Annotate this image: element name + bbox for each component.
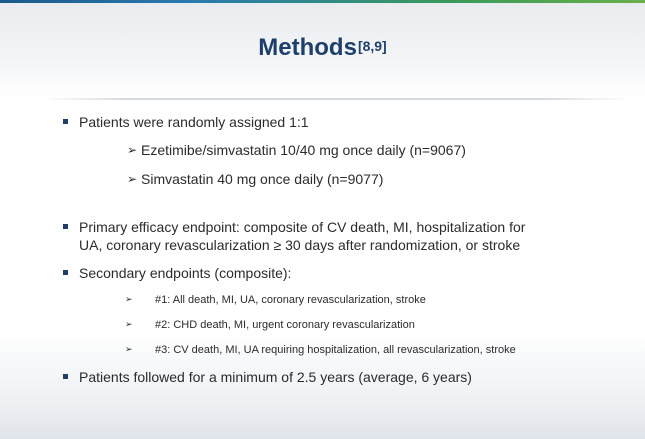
bullet-text: Secondary endpoints (composite): <box>79 265 292 281</box>
arrow-bullet-icon: ➢ <box>125 320 133 330</box>
arrow-bullet-icon: ➢ <box>127 172 138 186</box>
arrow-bullet-icon: ➢ <box>125 295 133 305</box>
sub-bullet-secondary-2 <box>0 318 645 332</box>
sub-bullet-secondary-1 <box>0 293 645 307</box>
bullet-text: Patients followed for a minimum of 2.5 years (average, 6 years) <box>79 369 472 385</box>
bullet-primary-endpoint <box>0 218 645 236</box>
bullet-text-line-1: Primary efficacy endpoint: composite of CV death, MI, hospitalization for <box>79 219 526 235</box>
square-bullet-icon <box>63 224 68 229</box>
square-bullet-icon <box>63 119 68 124</box>
bullet-randomization <box>0 113 645 131</box>
sub-bullet-text: #1: All death, MI, UA, coronary revascularization, stroke <box>155 294 426 306</box>
sub-bullet-simvastatin-arm <box>0 170 645 188</box>
square-bullet-icon <box>63 270 68 275</box>
slide-title-text: Methods <box>258 34 357 61</box>
bullet-text: Patients were randomly assigned 1:1 <box>79 114 309 130</box>
bullet-primary-endpoint-continued <box>0 236 645 254</box>
sub-bullet-text: Ezetimibe/simvastatin 10/40 mg once daily (n=9067) <box>141 142 466 158</box>
sub-bullet-text: #2: CHD death, MI, urgent coronary revascularization <box>155 319 415 331</box>
arrow-bullet-icon: ➢ <box>125 345 133 355</box>
sub-bullet-ezetimibe-arm <box>0 141 645 159</box>
sub-bullet-text: Simvastatin 40 mg once daily (n=9077) <box>141 171 384 187</box>
bullet-follow-up <box>0 368 645 386</box>
title-reference: [8,9] <box>357 38 387 54</box>
bullet-text-line-2: UA, coronary revascularization ≥ 30 days after randomization, or stroke <box>79 237 521 253</box>
sub-bullet-text: #3: CV death, MI, UA requiring hospitalization, all revascularization, stroke <box>155 344 516 356</box>
bullet-secondary-endpoints <box>0 264 645 282</box>
sub-bullet-secondary-3 <box>0 343 645 357</box>
square-bullet-icon <box>63 374 68 379</box>
arrow-bullet-icon: ➢ <box>127 143 138 157</box>
